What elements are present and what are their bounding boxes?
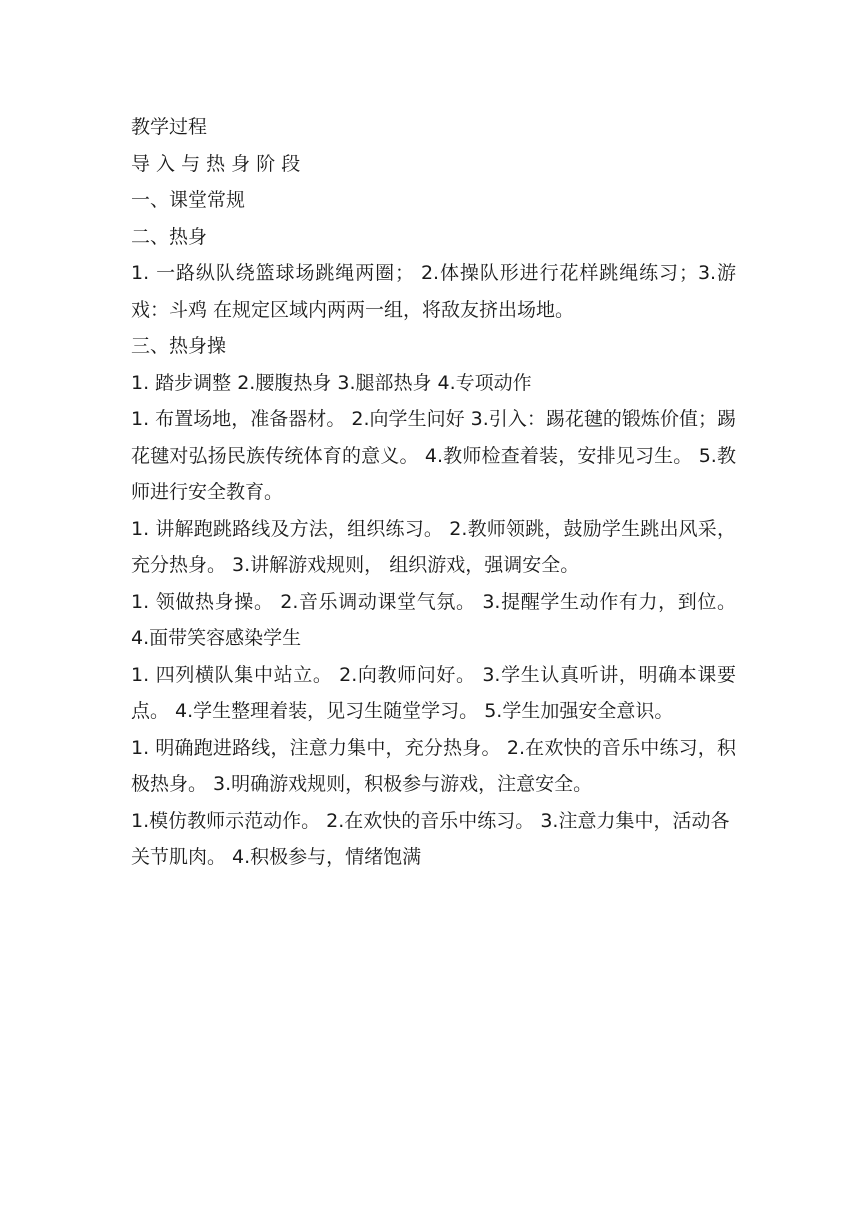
paragraph-exercise-steps: 1. 踏步调整 2.腰腹热身 3.腿部热身 4.专项动作: [131, 371, 532, 394]
paragraph-student-running: 1. 明确跑进路线，注意力集中，充分热身。 2.在欢快的音乐中练习，积极热身。 3.明确游戏规则，积极参与游戏，注意安全。: [131, 736, 736, 795]
paragraph-teacher-exercise: 1. 领做热身操。 2.音乐调动课堂气氛。 3.提醒学生动作有力，到位。 4.面带笑容感染学生: [131, 590, 736, 649]
section-heading: 导 入 与 热 身 阶 段: [131, 152, 301, 175]
paragraph-student-exercise: 1.模仿教师示范动作。 2.在欢快的音乐中练习。 3.注意力集中，活动各关节肌肉。 4.积极参与，情绪饱满: [131, 809, 730, 868]
document-title: 教学过程: [131, 116, 208, 138]
paragraph-warmup-activities: 1. 一路纵队绕篮球场跳绳两圈； 2.体操队形进行花样跳绳练习；3.游戏：斗鸡 在规定区域内两两一组，将敌友挤出场地。: [131, 262, 736, 321]
document-body: [131, 109, 736, 876]
paragraph-teacher-prep: 1. 布置场地，准备器材。 2.向学生问好 3.引入：踢花毽的锻炼价值；踢花毽对弘扬民族传统体育的意义。 4.教师检查着装，安排见习生。 5.教师进行安全教育。: [131, 408, 736, 503]
paragraph-routine: 一、课堂常规: [131, 189, 246, 211]
paragraph-warmup: 二、热身: [131, 225, 208, 248]
paragraph-warmup-exercise: 三、热身操: [131, 335, 227, 357]
paragraph-student-routine: 1. 四列横队集中站立。 2.向教师问好。 3.学生认真听讲，明确本课要点。 4.学生整理着装，见习生随堂学习。 5.学生加强安全意识。: [131, 663, 736, 722]
paragraph-teacher-running: 1. 讲解跑跳路线及方法，组织练习。 2.教师领跳，鼓励学生跳出风采，充分热身。 3.讲解游戏规则， 组织游戏，强调安全。: [131, 517, 736, 576]
